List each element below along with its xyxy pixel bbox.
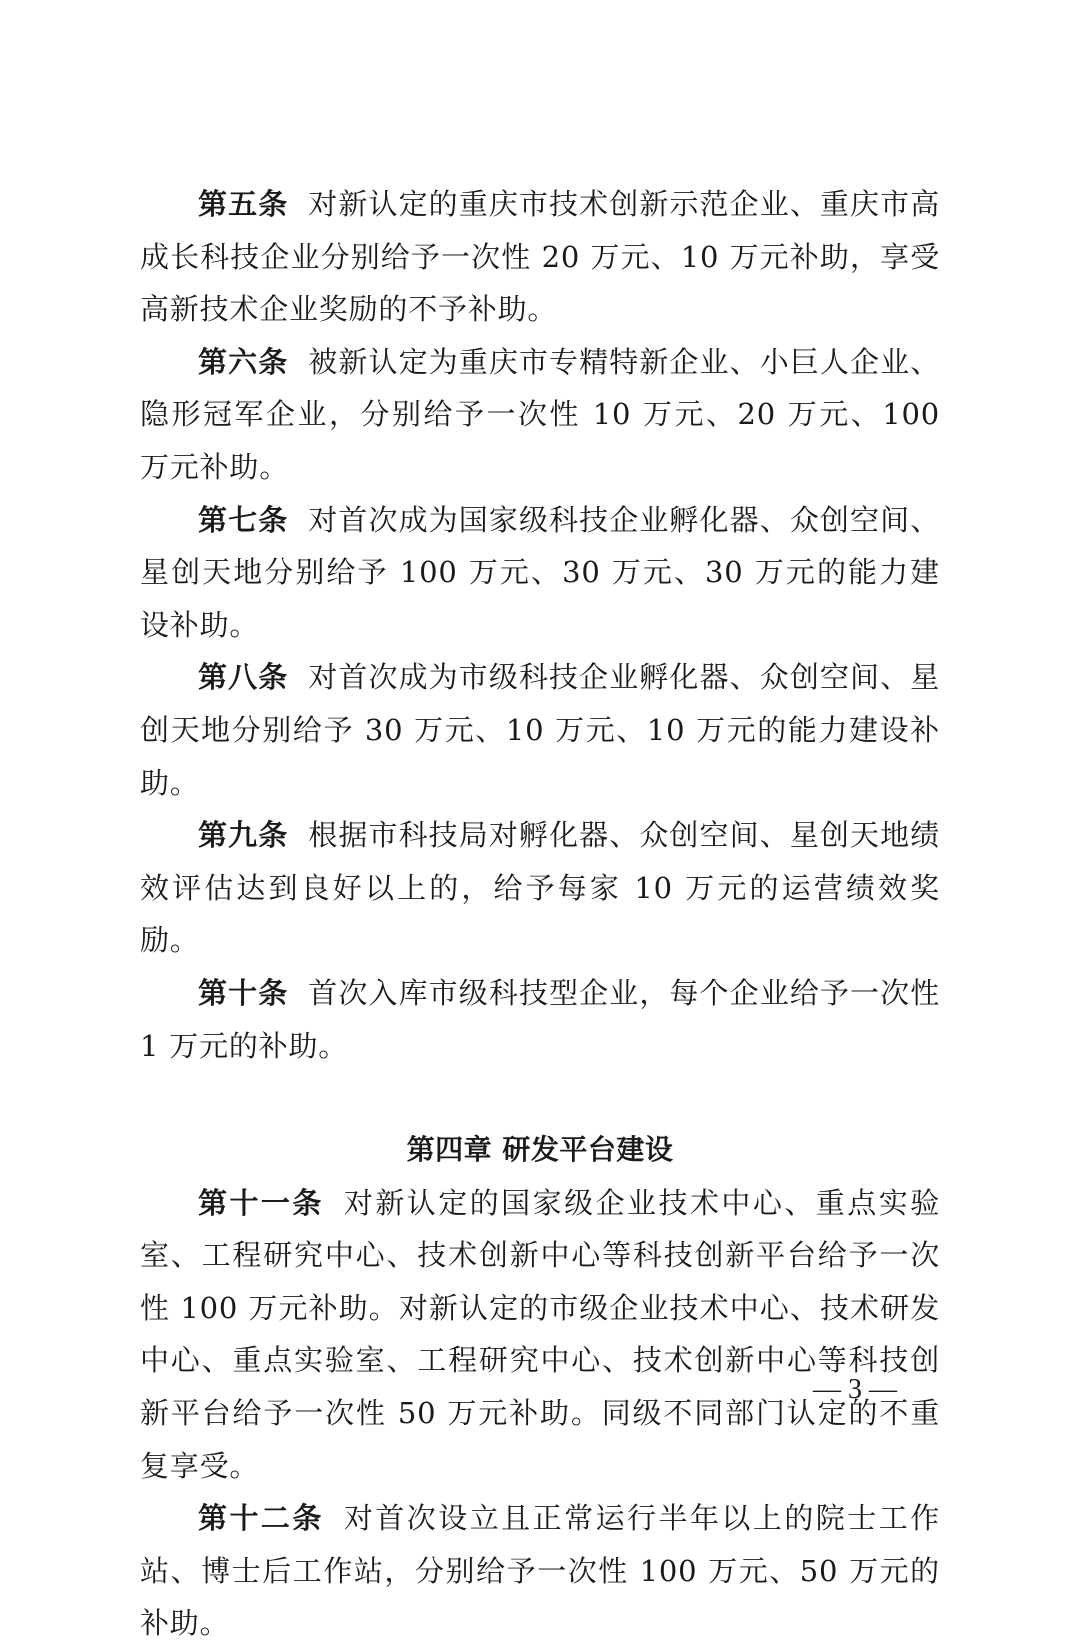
- article-7: [140, 494, 940, 652]
- article-text: 对新认定的国家级企业技术中心、重点实验室、工程研究中心、技术创新中心等科技创新平台给予一次性 100 万元补助。对新认定的市级企业技术中心、技术研发中心、重点实验室、工程研究中心、技术创新中心等科技创新平台给予一次性 50 万元补助。同级不同部门认定的不重复享受。: [140, 1185, 941, 1483]
- article-text: 对首次设立且正常运行半年以上的院士工作站、博士后工作站，分别给予一次性 100 万元、50 万元的补助。: [140, 1501, 941, 1641]
- article-text: 对新认定的重庆市技术创新示范企业、重庆市高成长科技企业分别给予一次性 20 万元、10 万元补助，享受高新技术企业奖励的不予补助。: [140, 187, 940, 327]
- article-8: [140, 651, 940, 809]
- document-body: [140, 178, 940, 1650]
- article-label: 第九条: [198, 818, 289, 853]
- section-gap: [140, 1072, 940, 1124]
- article-text: 被新认定为重庆市专精特新企业、小巨人企业、隐形冠军企业，分别给予一次性 10 万元、20 万元、100 万元补助。: [140, 344, 940, 484]
- article-label: 第五条: [198, 187, 289, 221]
- article-10: [140, 967, 940, 1072]
- article-9: [140, 809, 940, 967]
- article-label: 第十条: [198, 975, 289, 1010]
- article-text: 对首次成为国家级科技企业孵化器、众创空间、星创天地分别给予 100 万元、30 万元、30 万元的能力建设补助。: [140, 502, 940, 642]
- article-label: 第八条: [198, 660, 289, 695]
- article-text: 对首次成为市级科技企业孵化器、众创空间、星创天地分别给予 30 万元、10 万元、10 万元的能力建设补助。: [140, 660, 940, 800]
- article-5: [140, 178, 940, 336]
- article-label: 第十二条: [198, 1501, 324, 1536]
- article-label: 第七条: [198, 502, 289, 537]
- article-label: 第六条: [198, 344, 289, 379]
- article-label: 第十一条: [198, 1185, 324, 1220]
- article-6: [140, 336, 940, 494]
- article-text: 根据市科技局对孵化器、众创空间、星创天地绩效评估达到良好以上的，给予每家 10 万元的运营绩效奖励。: [140, 818, 940, 958]
- article-11: [140, 1177, 940, 1493]
- article-12: [140, 1492, 940, 1650]
- chapter-title: 第四章 研发平台建设: [406, 1133, 674, 1167]
- article-text: 首次入库市级科技型企业，每个企业给予一次性 1 万元的补助。: [140, 975, 940, 1063]
- page-number: — 3 —: [813, 1374, 897, 1405]
